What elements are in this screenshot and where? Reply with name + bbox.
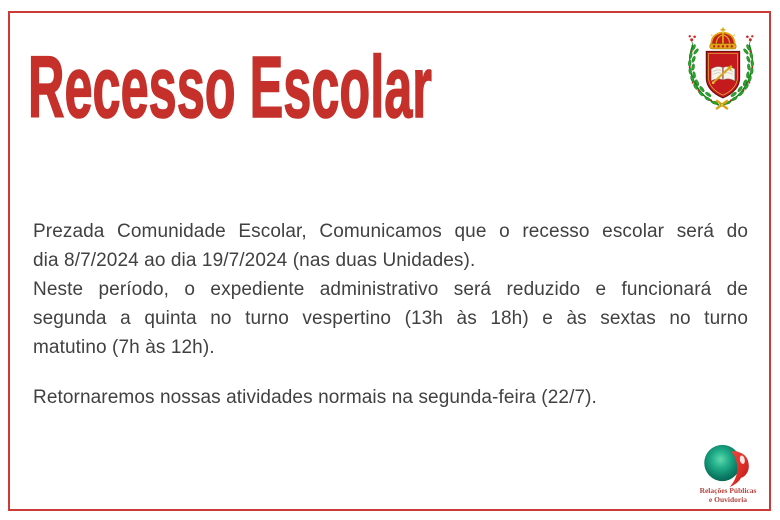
body-line — [33, 362, 748, 383]
body-line: segunda a quinta no turno vespertino (13h às 18h) e às sextas no turno — [33, 308, 748, 329]
ouvidoria-label-line2: e Ouvidoria — [708, 495, 748, 504]
body-line: Prezada Comunidade Escolar, Comunicamos que o recesso escolar será do — [33, 221, 748, 242]
body-line: matutino (7h às 12h). — [33, 337, 215, 358]
ouvidoria-label-line1: Relações Públicas — [699, 486, 757, 495]
announcement-body — [33, 217, 748, 412]
ouvidoria-label — [692, 486, 764, 504]
school-crest-logo — [683, 27, 759, 113]
body-line: Neste período, o expediente administrativo será reduzido e funcionará de — [33, 279, 748, 300]
page-title: Recesso Escolar — [28, 39, 432, 136]
coat-of-arms-icon — [683, 27, 759, 113]
body-line: dia 8/7/2024 ao dia 19/7/2024 (nas duas Unidades). — [33, 250, 476, 271]
body-line: Retornaremos nossas atividades normais na segunda-feira (22/7). — [33, 387, 597, 408]
